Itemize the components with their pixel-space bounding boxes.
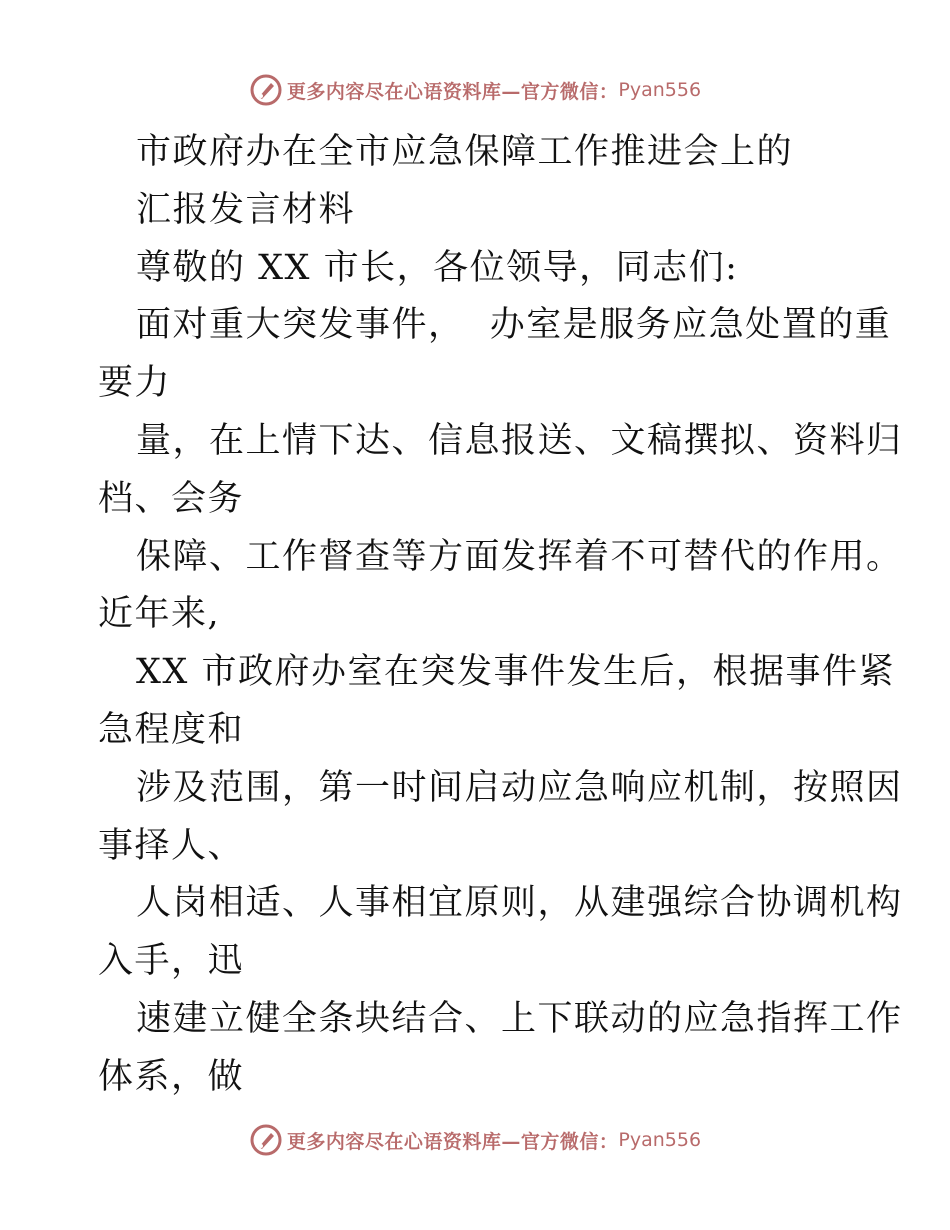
text-line: 档、会务 bbox=[98, 478, 245, 519]
text-line: 事择人、 bbox=[98, 825, 245, 866]
text-line: 体系，做 bbox=[98, 1056, 245, 1097]
header-watermark bbox=[0, 72, 950, 108]
text-line: 量，在上情下达、信息报送、文稿撰拟、资料归 bbox=[136, 420, 903, 461]
watermark-wechat-id: Pyan556 bbox=[618, 79, 702, 101]
text-line: 入手，迅 bbox=[98, 941, 245, 982]
document-body bbox=[98, 124, 903, 1107]
text-line: 面对重大突发事件， 办室是服务应急处置的重 bbox=[136, 305, 892, 346]
footer-watermark bbox=[0, 1122, 950, 1158]
text-line: XX 市政府办室在突发事件发生后，根据事件紧 bbox=[136, 652, 895, 693]
pen-nib-logo-icon bbox=[249, 73, 283, 107]
watermark-text: 更多内容尽在心语资料库—官方微信： bbox=[286, 80, 619, 103]
text-line: 市政府办在全市应急保障工作推进会上的 bbox=[136, 132, 794, 172]
watermark-wechat-id: Pyan556 bbox=[618, 1129, 702, 1151]
pen-nib-logo-icon bbox=[249, 1123, 283, 1157]
text-line: 速建立健全条块结合、上下联动的应急指挥工作 bbox=[136, 998, 903, 1039]
text-line: 近年来, bbox=[98, 594, 221, 635]
text-line: 人岗相适、人事相宜原则，从建强综合协调机构 bbox=[136, 883, 903, 924]
text-line: 尊敬的 XX 市长，各位领导，同志们: bbox=[136, 247, 739, 288]
watermark-text: 更多内容尽在心语资料库—官方微信： bbox=[286, 1130, 619, 1153]
text-line: 急程度和 bbox=[98, 709, 245, 750]
text-line: 涉及范围，第一时间启动应急响应机制，按照因 bbox=[136, 767, 903, 808]
text-line: 要力 bbox=[98, 363, 172, 404]
text-line: 汇报发言材料 bbox=[136, 189, 356, 230]
text-line: 保障、工作督查等方面发挥着不可替代的作用。 bbox=[136, 536, 903, 577]
